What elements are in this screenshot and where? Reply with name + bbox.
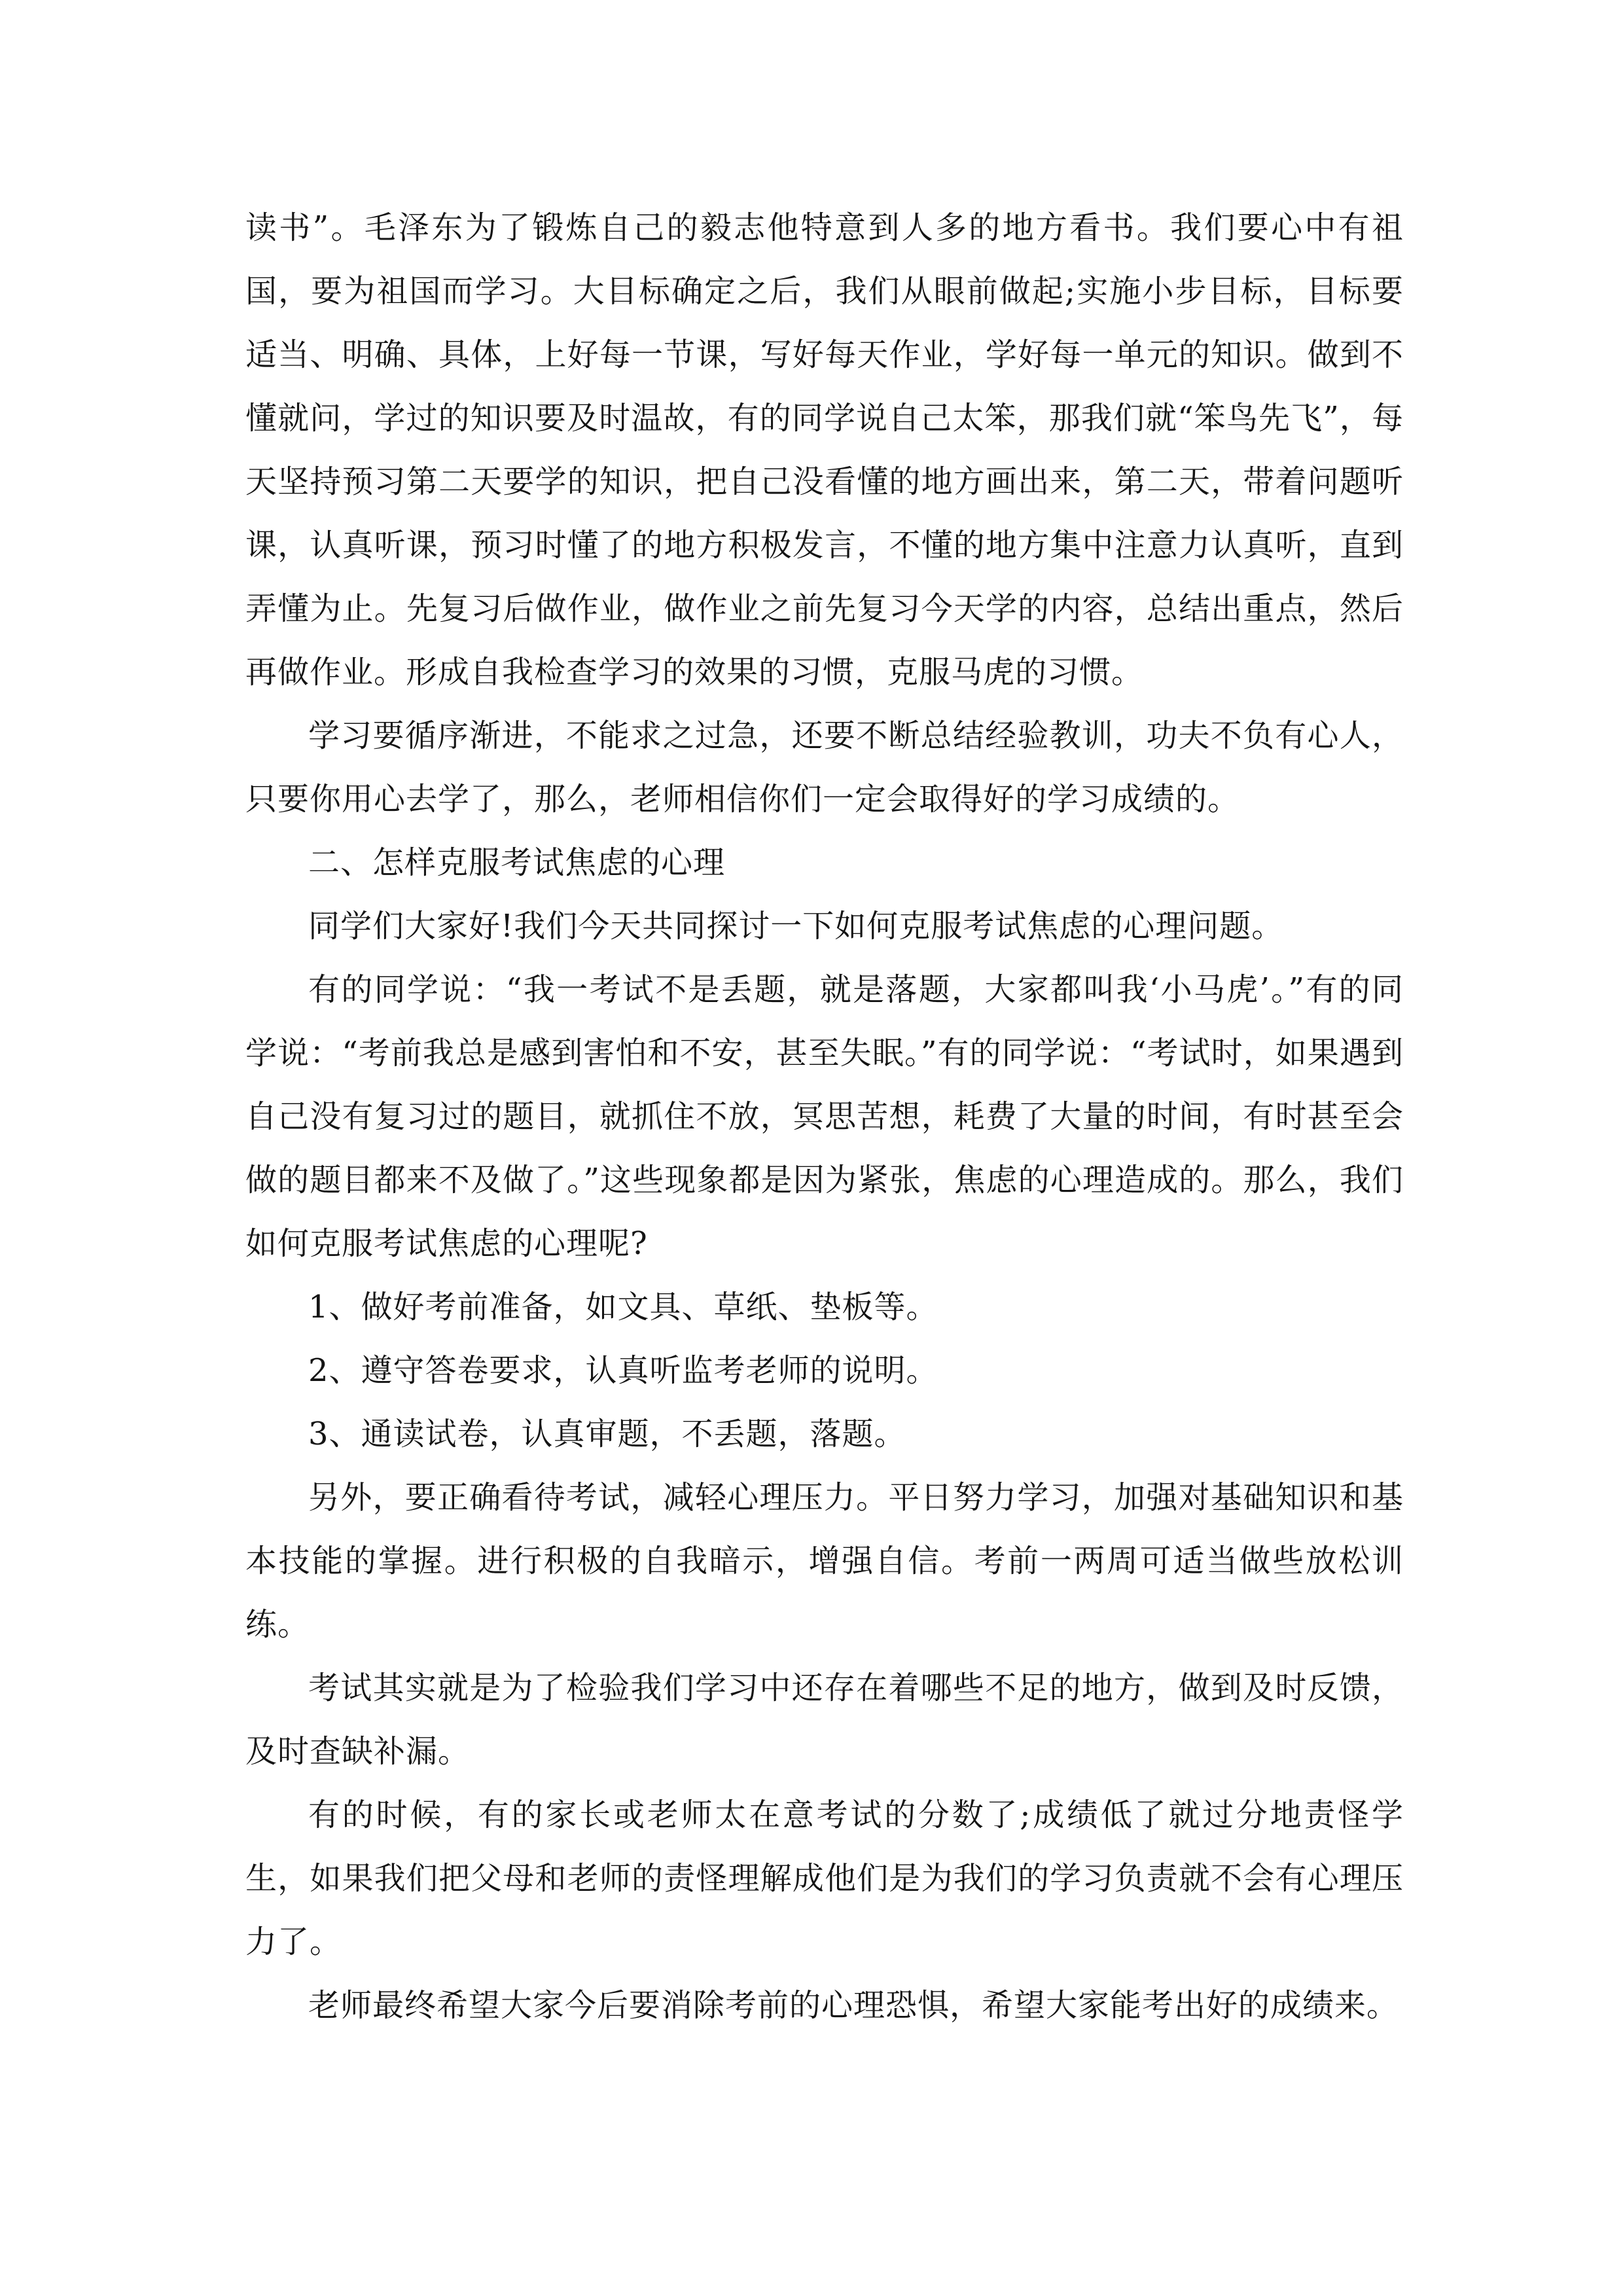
paragraph-exam-purpose: 考试其实就是为了检验我们学习中还存在着哪些不足的地方，做到及时反馈，及时查缺补漏。	[245, 1670, 1404, 1770]
paragraph-reduce-pressure: 另外，要正确看待考试，减轻心理压力。平日努力学习，加强对基础知识和基本技能的掌握。进行积极的自我暗示，增强自信。考前一两周可适当做些放松训练。	[245, 1479, 1404, 1643]
list-item-3: 3、通读试卷，认真审题，不丢题，落题。	[308, 1416, 906, 1452]
section-heading-exam-anxiety: 二、怎样克服考试焦虑的心理	[308, 844, 726, 881]
paragraph-student-quotes: 有的同学说：“我一考试不是丢题，就是落题，大家都叫我‘小马虎’。”有的同学说：“考前我总是感到害怕和不安，甚至失眠。”有的同学说：“考试时，如果遇到自己没有复习过的题目，就抓住不放，冥思苦想，耗费了大量的时间，有时甚至会做的题目都来不及做了。”这些现象都是因为紧张，焦虑的心理造成的。那么，我们如何克服考试焦虑的心理呢?	[245, 971, 1404, 1262]
paragraph-closing: 老师最终希望大家今后要消除考前的心理恐惧，希望大家能考出好的成绩来。	[308, 1987, 1399, 2024]
document-body	[245, 196, 1404, 2037]
list-item-2: 2、遵守答卷要求，认真听监考老师的说明。	[308, 1352, 938, 1389]
paragraph-continued: 读书”。毛泽东为了锻炼自己的毅志他特意到人多的地方看书。我们要心中有祖国，要为祖国而学习。大目标确定之后，我们从眼前做起;实施小步目标，目标要适当、明确、具体，上好每一节课，写好每天作业，学好每一单元的知识。做到不懂就问，学过的知识要及时温故，有的同学说自己太笨，那我们就“笨鸟先飞”，每天坚持预习第二天要学的知识，把自己没看懂的地方画出来，第二天，带着问题听课，认真听课，预习时懂了的地方积极发言，不懂的地方集中注意力认真听，直到弄懂为止。先复习后做作业，做作业之前先复习今天学的内容，总结出重点，然后再做作业。形成自我检查学习的效果的习惯，克服马虎的习惯。	[245, 209, 1404, 691]
paragraph-parents-teachers: 有的时候，有的家长或老师太在意考试的分数了;成绩低了就过分地责怪学生，如果我们把父母和老师的责怪理解成他们是为我们的学习负责就不会有心理压力了。	[245, 1797, 1404, 1960]
paragraph-greeting: 同学们大家好!我们今天共同探讨一下如何克服考试焦虑的心理问题。	[308, 908, 1284, 944]
list-item-1: 1、做好考前准备，如文具、草纸、垫板等。	[308, 1289, 938, 1325]
paragraph-study-advice: 学习要循序渐进，不能求之过急，还要不断总结经验教训，功夫不负有心人，只要你用心去学了，那么，老师相信你们一定会取得好的学习成绩的。	[245, 717, 1404, 817]
